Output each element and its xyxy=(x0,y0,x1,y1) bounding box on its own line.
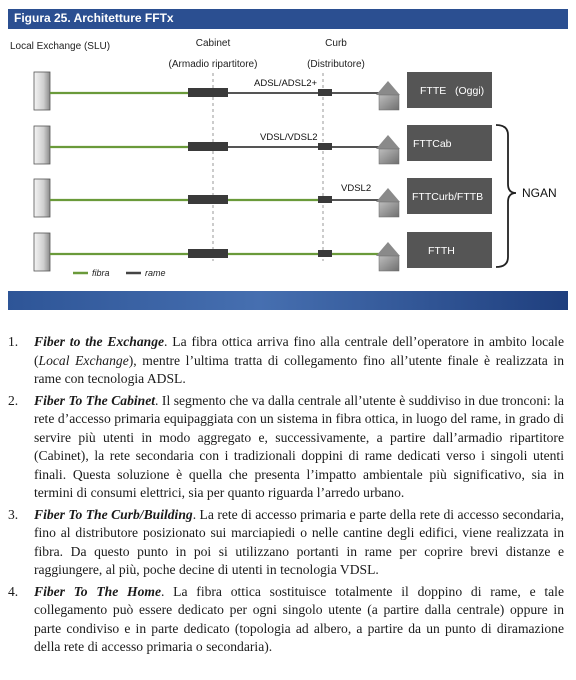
legend-rame: rame xyxy=(145,268,166,278)
item-text: ), mentre l’ultima tratta di collegamento fino all’utente finale è realizzata in rame con tecnologia ADSL. xyxy=(34,352,564,386)
house-icon xyxy=(376,188,400,202)
item-title: Fiber To The Curb/Building xyxy=(34,506,193,522)
ngan-bracket xyxy=(496,125,516,267)
row-line-label: ADSL/ADSL2+ xyxy=(254,78,318,89)
box-fttcab: FTTCab xyxy=(413,138,452,150)
cabinet-icon xyxy=(188,195,228,204)
row-fttcurb xyxy=(34,178,492,217)
item-title: Fiber to the Exchange xyxy=(34,334,165,349)
curb-icon xyxy=(318,250,332,257)
cabinet-icon xyxy=(188,88,228,97)
item-number: 2. xyxy=(8,392,19,408)
row-ftth xyxy=(34,232,492,271)
label-curb-sub: (Distributore) xyxy=(307,59,365,70)
server-icon xyxy=(34,126,50,164)
figure-footer-bar xyxy=(8,291,568,310)
legend-fibra: fibra xyxy=(92,268,110,278)
item-number: 3. xyxy=(8,506,19,522)
item-text: . La fibra ottica arriva fino alla centrale dell’operatore in ambito locale ( xyxy=(34,334,564,368)
box-ftth: FTTH xyxy=(428,245,455,257)
cabinet-icon xyxy=(188,142,228,151)
item-text: . Il segmento che va dalla centrale all’utente è suddiviso in due tronconi: la rete d’accesso primaria equipaggiata con un sistema in fibra ottica, in luogo del rame, in grado di servire più utenti in modo aggregato e, successivamente, a partire dall’armadio ripartitore (Cabinet), la rete secondaria con i tradizionali doppini di rame dedicati verso i singoli utenti finali. Questa soluzione è quella che presenta l’impatto ambientale più significativo, sia in termini di consumi elettrici, sia per quanto riguarda l’arredo urbano. xyxy=(34,392,564,500)
label-local-exchange: Local Exchange (SLU) xyxy=(10,41,111,52)
label-curb: Curb xyxy=(325,38,347,49)
row-line-label: VDSL2 xyxy=(341,183,372,194)
fttx-list xyxy=(8,333,564,660)
item-text: . La fibra ottica sostituisce totalmente il doppino di rame, e tale collegamento può essere dedicato per ogni singolo utente (a partire dalla centrale) oppure in parte condiviso e in parte dedicato (topologia ad albero, a partire da un punto di diramazione della rete di accesso primaria o secondaria). xyxy=(34,583,564,654)
box-ftte: FTTE (Oggi) xyxy=(420,85,485,97)
item-italic: Local Exchange xyxy=(38,352,129,368)
house-icon xyxy=(376,242,400,256)
fttx-diagram xyxy=(8,29,568,291)
curb-icon xyxy=(318,143,332,150)
house-icon xyxy=(376,135,400,149)
row-ftte xyxy=(34,72,492,110)
label-cabinet-sub: (Armadio ripartitore) xyxy=(168,59,258,70)
item-number: 4. xyxy=(8,583,19,599)
figure-caption-bar xyxy=(8,9,568,29)
row-line-label: VDSL/VDSL2 xyxy=(260,132,318,143)
cabinet-icon xyxy=(188,249,228,258)
item-number: 1. xyxy=(8,334,19,349)
curb-icon xyxy=(318,196,332,203)
row-fttcab xyxy=(34,125,492,164)
server-icon xyxy=(34,72,50,110)
list-item xyxy=(8,392,564,503)
item-title: Fiber To The Home xyxy=(34,583,162,599)
item-text: . La rete di accesso primaria e parte della rete di accesso secondaria, fino al distributore posizionato sui marciapiedi o nelle cantine degli edifici, viene realizzata in fibra. Da questo punto in poi si utilizzano portanti in rame per coprire brevi distanze e raggiungere, al più, poche decine di utenti in tecnologia VDSL. xyxy=(34,506,564,577)
figure-caption: Figura 25. Architetture FFTx xyxy=(14,11,174,25)
curb-icon xyxy=(318,89,332,96)
list-item xyxy=(8,506,564,580)
list-item xyxy=(8,583,564,657)
label-cabinet: Cabinet xyxy=(195,38,231,49)
server-icon xyxy=(34,179,50,217)
house-icon xyxy=(376,81,400,95)
box-fttcurb: FTTCurb/FTTB xyxy=(412,191,484,203)
label-ngan: NGAN xyxy=(522,186,557,200)
item-title: Fiber To The Cabinet xyxy=(34,392,156,408)
figure-diagram xyxy=(8,29,568,291)
list-item xyxy=(8,333,564,389)
server-icon xyxy=(34,233,50,271)
